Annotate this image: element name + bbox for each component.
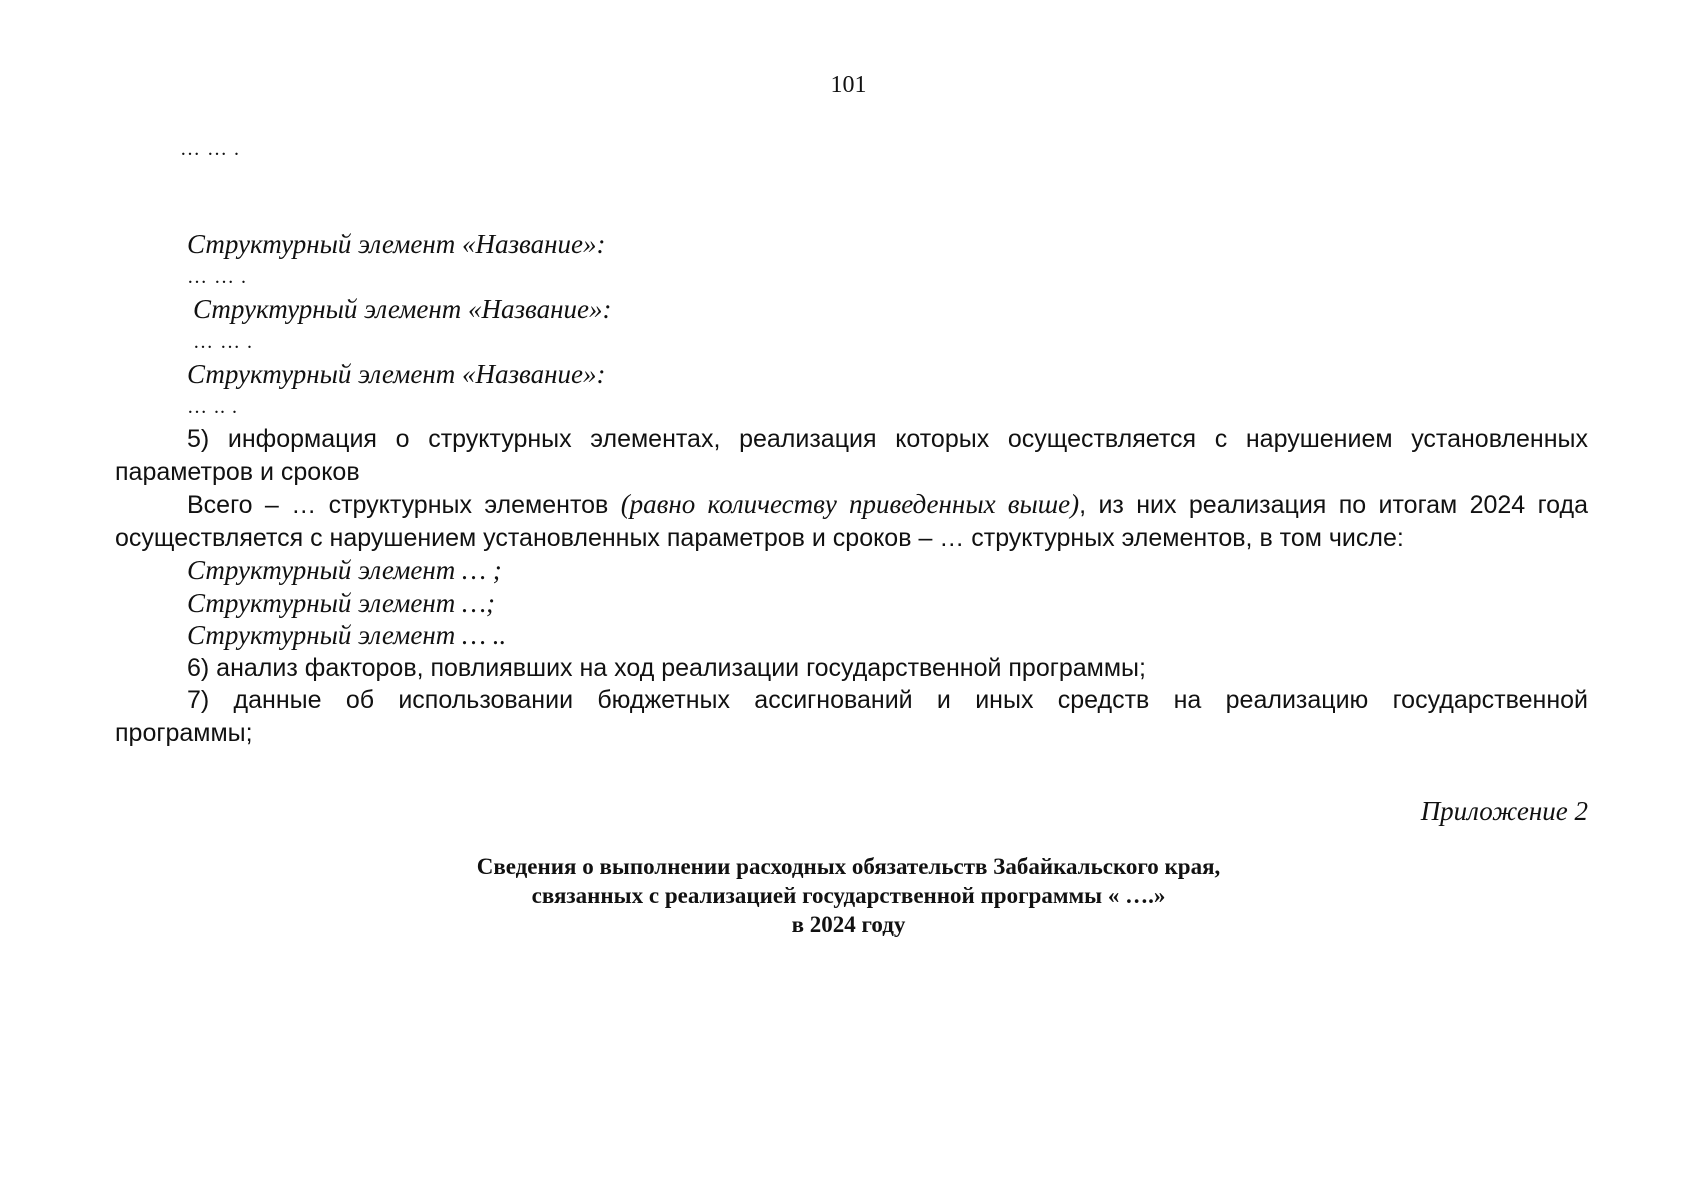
violation-item: Структурный элемент … .. — [187, 620, 507, 650]
item5-line2: параметров и сроков — [115, 457, 360, 486]
structural-element-dots: … … . — [187, 265, 247, 288]
appendix-label: Приложение 2 — [1420, 796, 1588, 826]
item7-line2: программы; — [115, 718, 253, 747]
top-ellipsis: … … . — [180, 138, 240, 160]
structural-element-dots: … .. . — [187, 395, 238, 418]
total-prefix: Всего – … структурных элементов — [187, 491, 621, 519]
appendix-title — [0, 852, 1697, 939]
violation-item: Структурный элемент …; — [187, 587, 496, 618]
appendix-title-line: Сведения о выполнении расходных обязательств Забайкальского края, — [476, 854, 1221, 879]
structural-element-dots: … … . — [193, 330, 253, 353]
total-italic: (равно количеству приведенных выше) — [620, 489, 1080, 519]
total-line1 — [115, 488, 1588, 522]
appendix-title-line: в 2024 году — [791, 912, 906, 937]
appendix-title-line: связанных с реализацией государственной программы « ….» — [531, 883, 1166, 908]
item6: 6) анализ факторов, повлиявших на ход реализации государственной программы; — [187, 653, 1146, 682]
total-line2: осуществляется с нарушением установленных параметров и сроков – … структурных элементов, в том числе: — [115, 523, 1404, 552]
violation-item: Структурный элемент … ; — [187, 555, 502, 585]
structural-element-heading: Структурный элемент «Название»: — [187, 229, 606, 259]
page-number: 101 — [830, 72, 867, 98]
total-suffix: , из них реализация по итогам 2024 года — [1079, 491, 1588, 519]
item5-line1: 5) информация о структурных элементах, реализация которых осуществляется с нарушением установленных — [187, 425, 1588, 453]
document-body — [115, 228, 1588, 749]
structural-element-heading: Структурный элемент «Название»: — [187, 359, 606, 389]
structural-element-heading: Структурный элемент «Название»: — [193, 294, 612, 324]
item7-line1: 7) данные об использовании бюджетных ассигнований и иных средств на реализацию государственной — [187, 686, 1588, 714]
